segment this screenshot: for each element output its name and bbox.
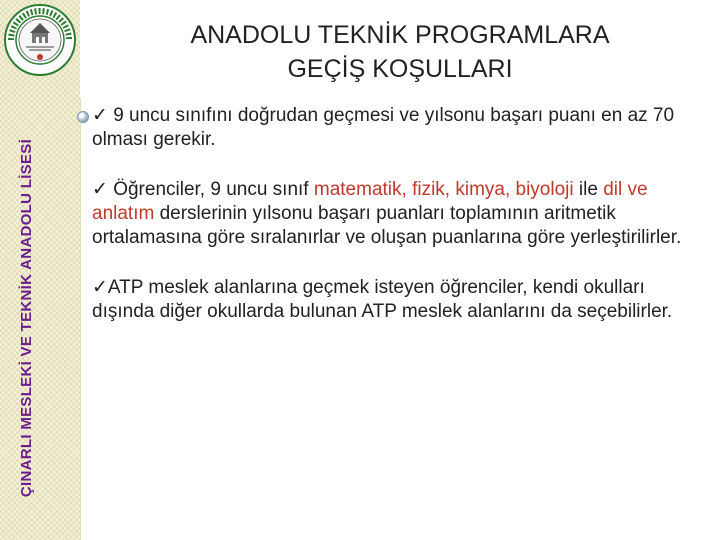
paragraph-2 <box>92 178 692 250</box>
checkmark-icon: ✓ <box>92 179 108 200</box>
paragraph-2-text-b: ile <box>573 179 604 200</box>
checkmark-icon: ✓ <box>92 105 108 126</box>
slide-content <box>92 104 692 350</box>
paragraph-3 <box>92 276 692 324</box>
slide-title <box>120 18 680 86</box>
title-line-2: GEÇİŞ KOŞULLARI <box>287 55 513 83</box>
highlight-subjects: matematik, fizik, kimya, biyoloji <box>313 179 574 200</box>
paragraph-2-text-a: Öğrenciler, 9 uncu sınıf <box>107 179 314 200</box>
school-name-vertical: ÇINARLI MESLEKİ VE TEKNİK ANADOLU LİSESİ <box>18 138 35 498</box>
paragraph-3-text: ATP meslek alanlarına geçmek isteyen öğrenciler, kendi okulları dışında diğer okullarda bulunan ATP meslek alanlarını da seçebilirler. <box>92 277 673 322</box>
school-emblem-icon <box>3 3 77 77</box>
paragraph-2-text-c: derslerinin yılsonu başarı puanları toplamının aritmetik ortalamasına göre sıralanırlar ve oluşan puanlarına göre yerleştirilirler. <box>92 203 682 248</box>
paragraph-1-text: 9 uncu sınıfını doğrudan geçmesi ve yılsonu başarı puanı en az 70 olması gerekir. <box>92 105 675 150</box>
paragraph-1 <box>92 104 692 152</box>
checkmark-icon: ✓ <box>92 277 108 298</box>
highlight-language: dil ve anlatım <box>92 179 648 224</box>
sidebar <box>0 0 80 540</box>
bullet-dot-icon <box>77 111 89 123</box>
title-line-1: ANADOLU TEKNİK PROGRAMLARA <box>190 21 610 49</box>
divider-line <box>80 98 81 540</box>
